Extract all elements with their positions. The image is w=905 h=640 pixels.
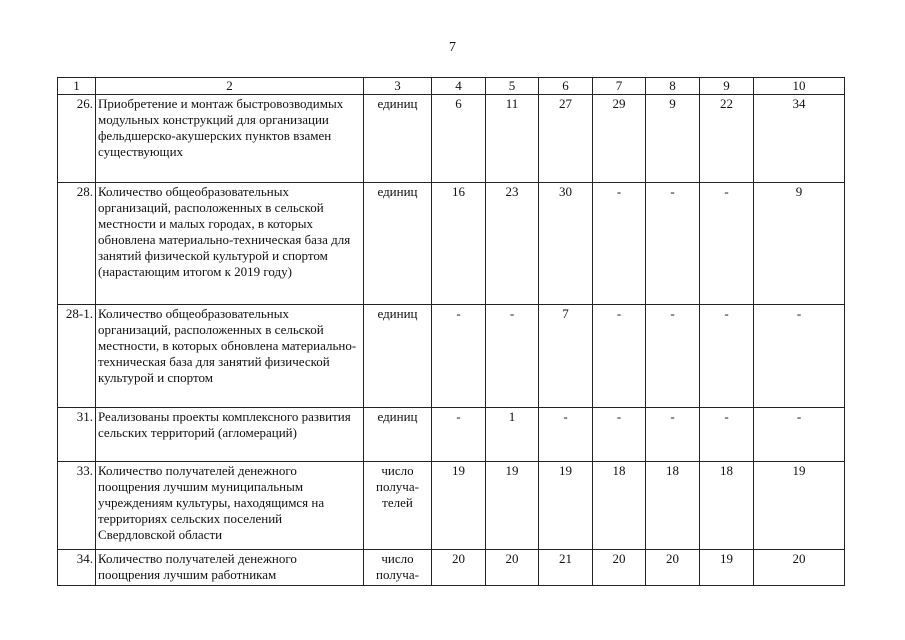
row-number: 33. [58,462,96,550]
value-cell: 23 [486,183,539,305]
header-cell: 2 [96,78,364,95]
value-cell: 34 [754,95,845,183]
value-cell: - [700,183,754,305]
value-cell: - [646,305,700,408]
value-cell: 18 [700,462,754,550]
value-cell: - [700,408,754,462]
unit-cell: единиц [364,305,432,408]
table-row [58,408,845,462]
value-cell: - [432,305,486,408]
unit-cell: число получа- [364,550,432,586]
value-cell: 29 [593,95,646,183]
table-row [58,95,845,183]
value-cell: - [646,183,700,305]
unit-cell: единиц [364,95,432,183]
value-cell: 30 [539,183,593,305]
value-cell: 19 [754,462,845,550]
value-cell: - [593,183,646,305]
unit-cell: единиц [364,408,432,462]
page-number: 7 [449,40,456,55]
table-row [58,305,845,408]
value-cell: 18 [593,462,646,550]
table-row [58,183,845,305]
header-cell: 6 [539,78,593,95]
value-cell: 20 [593,550,646,586]
value-cell: 9 [754,183,845,305]
indicator-name: Приобретение и монтаж быстровозводимых модульных конструкций для организации фельдшерско-акушерских пунктов взамен существующих [96,95,364,183]
unit-cell: число получа- телей [364,462,432,550]
unit-cell: единиц [364,183,432,305]
table-row [58,462,845,550]
value-cell: - [754,408,845,462]
indicators-table [57,77,845,586]
value-cell: - [539,408,593,462]
value-cell: 20 [432,550,486,586]
value-cell: 21 [539,550,593,586]
header-cell: 1 [58,78,96,95]
indicator-name: Количество общеобразовательных организаций, расположенных в сельской местности и малых городах, в которых обновлена материально-техническая база для занятий физической культурой и спортом (нарастающим итогом к 2019 году) [96,183,364,305]
value-cell: 6 [432,95,486,183]
value-cell: 18 [646,462,700,550]
header-cell: 4 [432,78,486,95]
value-cell: 20 [486,550,539,586]
value-cell: - [646,408,700,462]
value-cell: 1 [486,408,539,462]
value-cell: 20 [754,550,845,586]
header-row [58,78,845,95]
value-cell: 11 [486,95,539,183]
indicator-name: Количество общеобразовательных организаций, расположенных в сельской местности, в которых обновлена материально-техническая база для занятий физической культурой и спортом [96,305,364,408]
header-cell: 5 [486,78,539,95]
value-cell: 19 [700,550,754,586]
row-number: 26. [58,95,96,183]
header-cell: 8 [646,78,700,95]
header-cell: 3 [364,78,432,95]
header-cell: 7 [593,78,646,95]
value-cell: 27 [539,95,593,183]
indicator-name: Количество получателей денежного поощрения лучшим работникам [96,550,364,586]
header-cell: 9 [700,78,754,95]
value-cell: 9 [646,95,700,183]
value-cell: - [754,305,845,408]
value-cell: - [593,305,646,408]
row-number: 31. [58,408,96,462]
value-cell: 20 [646,550,700,586]
value-cell: 22 [700,95,754,183]
value-cell: - [700,305,754,408]
value-cell: 16 [432,183,486,305]
indicator-name: Количество получателей денежного поощрения лучшим муниципальным учреждениям культуры, находящимся на территориях сельских поселений Свердловской области [96,462,364,550]
value-cell: - [593,408,646,462]
header-cell: 10 [754,78,845,95]
table-row [58,550,845,586]
row-number: 28-1. [58,305,96,408]
value-cell: - [432,408,486,462]
value-cell: 7 [539,305,593,408]
value-cell: 19 [486,462,539,550]
row-number: 28. [58,183,96,305]
value-cell: 19 [539,462,593,550]
row-number: 34. [58,550,96,586]
indicator-name: Реализованы проекты комплексного развития сельских территорий (агломераций) [96,408,364,462]
value-cell: - [486,305,539,408]
value-cell: 19 [432,462,486,550]
